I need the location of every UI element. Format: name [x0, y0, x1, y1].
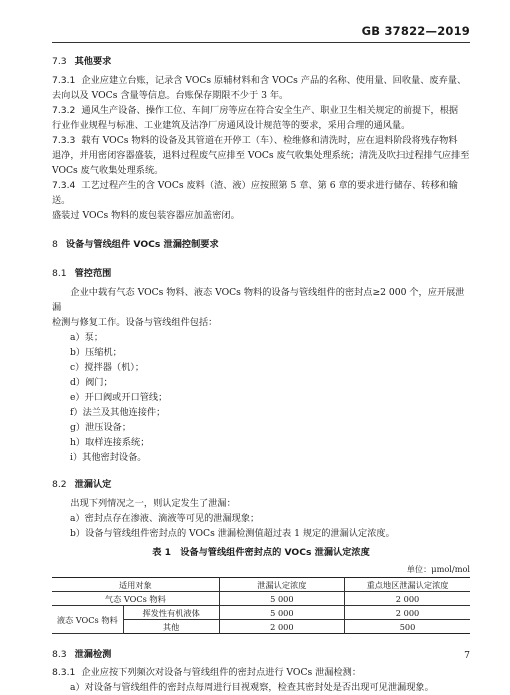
list-item: a）密封点存在渗液、滴液等可见的泄漏现象；: [70, 513, 260, 524]
leak-threshold-table: [52, 577, 470, 634]
table-cell: 5 000: [219, 592, 344, 606]
table-row: [52, 592, 470, 606]
table-header-cell: 泄漏认定浓度: [219, 578, 344, 592]
clause-7-3-1: [52, 73, 470, 103]
section-title: 设备与管线组件 VOCs 泄漏控制要求: [65, 239, 219, 250]
section-number: 8.1: [52, 268, 67, 279]
section-title: 管控范围: [74, 268, 112, 279]
table-header-cell: 适用对象: [52, 578, 219, 592]
section-8-3-heading: [52, 647, 470, 662]
section-8-2-intro: 出现下列情况之一，则认定发生了泄漏：: [70, 498, 236, 509]
clause-line: 去向以及 VOCs 含量等信息。台账保存期限不少于 3 年。: [52, 90, 289, 101]
section-8-1-heading: [52, 266, 470, 281]
table-cell: 挥发性有机液体: [123, 606, 219, 620]
clause-8-3-1: [52, 665, 470, 680]
list-item: b）设备与管线组件密封点的 VOCs 泄漏检测值超过表 1 规定的泄漏认定浓度。: [70, 528, 395, 539]
clause-line: 企业应建立台账，记录含 VOCs 原辅材料和含 VOCs 产品的名称、使用量、回收量、废弃量、: [81, 75, 467, 86]
clause-number: 7.3.4: [52, 180, 76, 191]
clause-line: VOCs 废气收集处理系统。: [52, 165, 164, 176]
table-header-row: [52, 578, 470, 592]
list-item: a）对设备与管线组件的密封点每周进行目视观察，检查其密封处是否出现可见泄漏现象。: [70, 682, 434, 693]
list-item: e）开口阀或开口管线；: [70, 392, 168, 403]
list-item: f）法兰及其他连接件；: [70, 407, 166, 418]
standard-number: GB 37822—2019: [361, 24, 470, 38]
clause-number: 7.3.3: [52, 135, 76, 146]
table-cell: 2 000: [345, 606, 470, 620]
table-cell: 500: [345, 620, 470, 634]
header-rule: [52, 42, 470, 43]
list-item: c）搅拌器（机）；: [70, 362, 145, 373]
table-cell: 其他: [123, 620, 219, 634]
table-row: [52, 606, 470, 620]
section-title: 泄漏检测: [74, 649, 112, 660]
list-item: b）压缩机；: [70, 347, 122, 358]
list-item: d）阀门；: [70, 377, 113, 388]
section-title: 其他要求: [74, 56, 112, 67]
list-item: h）取样连接系统；: [70, 437, 150, 448]
clause-7-3-3: [52, 133, 470, 178]
table-title: 表 1 设备与管线组件密封点的 VOCs 泄漏认定浓度: [152, 547, 370, 558]
page-number: 7: [464, 650, 470, 661]
section-number: 8.2: [52, 479, 67, 490]
section-7-3-heading: [52, 54, 470, 69]
table-header-cell: 重点地区泄漏认定浓度: [345, 578, 470, 592]
section-number: 8.3: [52, 649, 67, 660]
clause-line: 企业应按下列频次对设备与管线组件的密封点进行 VOCs 泄漏检测：: [81, 667, 362, 678]
table-cell: 液态 VOCs 物料: [52, 606, 123, 634]
page-content: [52, 54, 470, 695]
list-item: a）泵；: [70, 332, 104, 343]
table-cell: 2 000: [345, 592, 470, 606]
paragraph-line: 企业中载有气态 VOCs 物料、液态 VOCs 物料的设备与管线组件的密封点≥2 000 个，应开展泄漏: [52, 287, 465, 313]
clause-7-3-4: [52, 178, 470, 223]
clause-number: 8.3.1: [52, 667, 76, 678]
paragraph-line: 检测与修复工作。设备与管线组件包括：: [52, 317, 218, 328]
list-item: i）其他密封设备。: [70, 452, 147, 463]
clause-line: 载有 VOCs 物料的设备及其管道在开停工（车）、检维修和清洗时，应在退料阶段将残存物料: [81, 135, 458, 146]
table-cell: 5 000: [219, 606, 344, 620]
table-unit: 单位：μmol/mol: [406, 564, 470, 574]
clause-line: 工艺过程产生的含 VOCs 废料（渣、液）应按照第 5 章、第 6 章的要求进行储存、转移和输送。: [52, 180, 458, 206]
clause-line: 通风生产设备、操作工位、车间厂房等应在符合安全生产、职业卫生相关规定的前提下，根据: [81, 105, 459, 116]
clause-7-3-2: [52, 103, 470, 133]
section-title: 泄漏认定: [74, 479, 112, 490]
clause-number: 7.3.2: [52, 105, 76, 116]
list-item: g）泄压设备；: [70, 422, 132, 433]
section-8-heading: [52, 237, 470, 252]
table-cell: 气态 VOCs 物料: [52, 592, 219, 606]
clause-line: 行业作业规程与标准、工业建筑及洁净厂房通风设计规范等的要求，采用合理的通风量。: [52, 120, 411, 131]
section-number: 8: [52, 239, 58, 250]
table-cell: 2 000: [219, 620, 344, 634]
clause-line: 退净，并用密闭容器盛装，退料过程废气应排至 VOCs 废气收集处理系统；清洗及吹扫过程排气应排至: [52, 150, 470, 161]
section-number: 7.3: [52, 56, 67, 67]
section-8-2-heading: [52, 477, 470, 492]
section-8-1-intro: [52, 285, 470, 330]
clause-number: 7.3.1: [52, 75, 76, 86]
clause-line: 盛装过 VOCs 物料的废包装容器应加盖密闭。: [52, 210, 240, 221]
